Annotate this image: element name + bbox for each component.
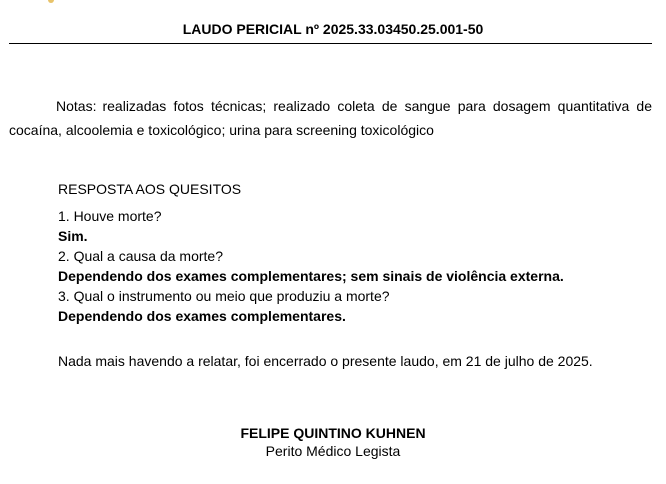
signature-block — [0, 424, 666, 460]
answer-1: Sim. — [58, 228, 88, 244]
quesitos-section — [58, 180, 658, 326]
answer-2: Dependendo dos exames complementares; sem sinais de violência externa. — [58, 268, 564, 284]
question-3: 3. Qual o instrumento ou meio que produziu a morte? — [58, 288, 390, 304]
signatory-role: Perito Médico Legista — [265, 443, 401, 459]
answer-3: Dependendo dos exames complementares. — [58, 308, 346, 324]
quesitos-title: RESPOSTA AOS QUESITOS — [58, 181, 242, 197]
question-2: 2. Qual a causa da morte? — [58, 248, 223, 264]
signatory-name: FELIPE QUINTINO KUHNEN — [240, 425, 426, 441]
header-divider — [9, 43, 652, 44]
document-title: LAUDO PERICIAL nº 2025.33.03450.25.001-50 — [182, 21, 484, 37]
notes-text: realizadas fotos técnicas; realizado coleta de sangue para dosagem quantitativa de cocaína, alcoolemia e toxicológico; urina para screening toxicológico — [9, 98, 652, 138]
notes-paragraph — [9, 94, 652, 142]
corner-mark — [48, 0, 54, 3]
notes-label: Notas: — [56, 98, 97, 114]
question-1: 1. Houve morte? — [58, 208, 162, 224]
closing-statement: Nada mais havendo a relatar, foi encerrado o presente laudo, em 21 de julho de 2025. — [58, 353, 593, 369]
